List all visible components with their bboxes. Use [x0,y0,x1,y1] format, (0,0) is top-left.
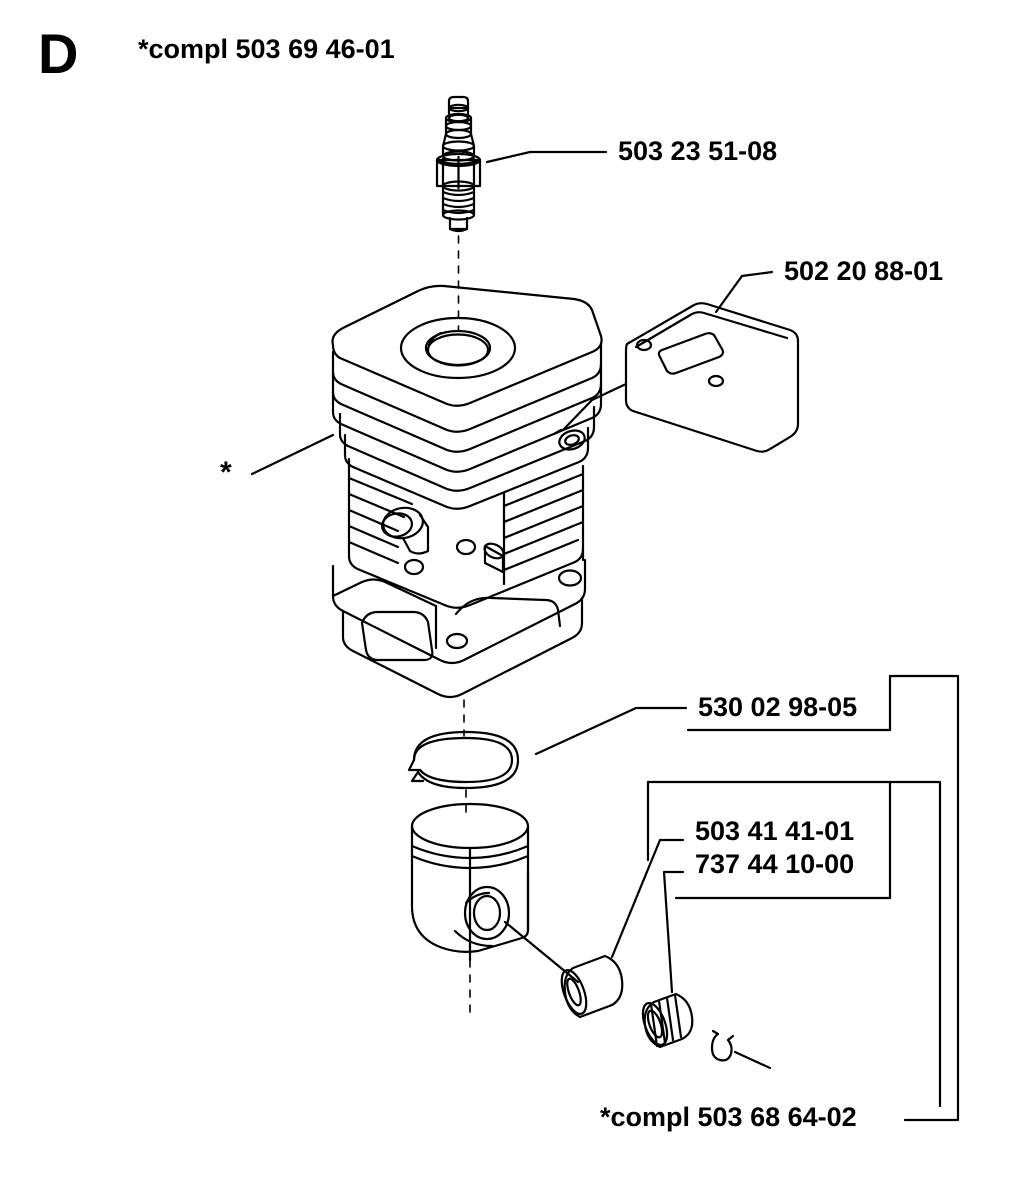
leader-cylinder-asterisk [252,435,333,474]
needle-bearing-drawing [638,994,692,1048]
leader-spark-plug [487,152,606,162]
leader-circlip [735,1052,770,1068]
piston-pin-drawing [557,956,623,1017]
assembly-bracket-lines [648,676,958,1120]
piston-ring-drawing [409,732,518,788]
spark-plug-drawing [437,97,480,231]
cylinder-drawing [333,286,602,697]
label-muffler-gasket-number: 502 20 88-01 [784,256,944,286]
label-spark-plug-number: 503 23 51-08 [618,136,778,166]
leader-piston-to-pin [505,922,578,982]
label-piston-assembly-number: *compl 503 68 64-02 [600,1102,857,1132]
leader-gasket [716,272,772,312]
label-piston-pin-number: 503 41 41-01 [695,816,855,846]
label-cylinder-assembly-number: *compl 503 69 46-01 [138,34,395,64]
label-cylinder-asterisk: * [220,456,232,489]
muffler-gasket-drawing [626,303,798,451]
leader-piston-ring [536,708,686,754]
label-needle-bearing-number: 737 44 10-00 [695,849,855,879]
label-piston-ring-number: 530 02 98-05 [698,692,858,722]
section-letter: D [38,22,78,85]
leader-needle-bearing [664,872,683,992]
piston-drawing [412,804,528,960]
circlip-drawing [712,1031,733,1060]
